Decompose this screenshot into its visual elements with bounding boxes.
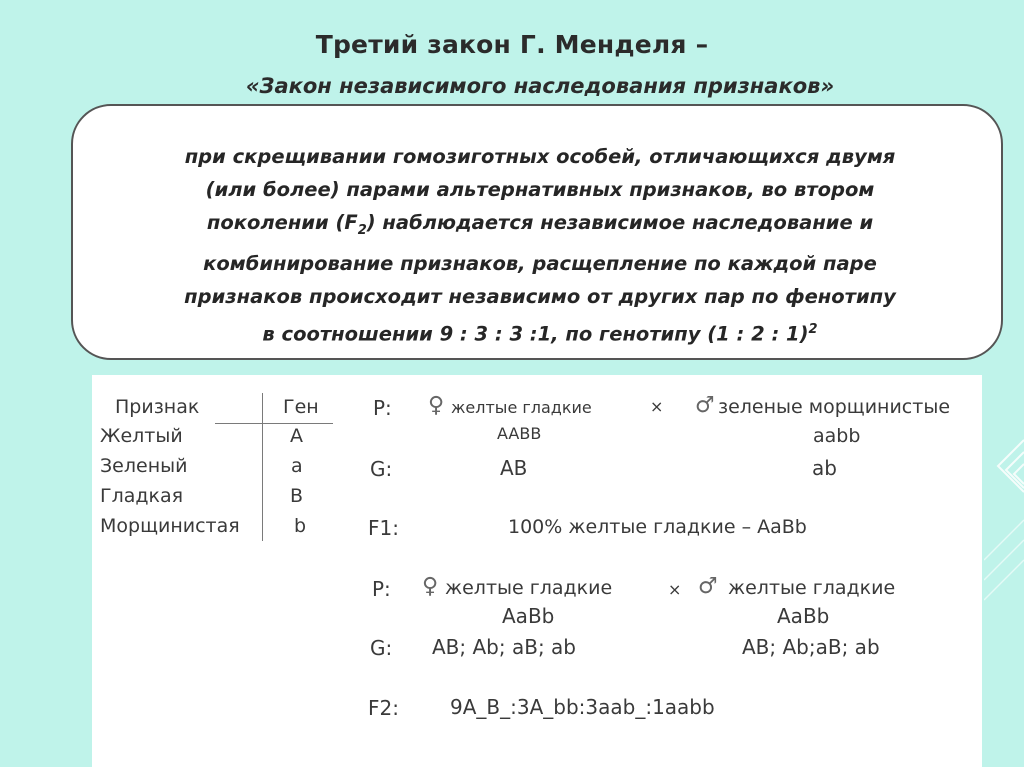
law-line: комбинирование признаков, расщепление по каждой паре	[203, 251, 877, 275]
law-line	[90, 206, 990, 247]
cross2-p-label: P:	[372, 577, 391, 601]
cross2-female-gametes: AB; Ab; aB; ab	[432, 635, 576, 659]
female-symbol-icon: ♀	[422, 574, 439, 599]
law-definition-text	[90, 140, 990, 350]
law-text-part: ) наблюдается независимое наследование и	[366, 211, 874, 234]
cross1-male-gamete: ab	[812, 456, 837, 480]
cross1-g-label: G:	[370, 457, 393, 481]
female-symbol-icon: ♀	[428, 393, 445, 418]
law-text-part: в соотношении 9 : 3 : 3 :1, по генотипу (1 : 2 : 1)	[262, 322, 809, 346]
male-symbol-icon: ♂	[698, 574, 718, 599]
table-gene: A	[290, 425, 303, 447]
cross2-female-phenotype: желтые гладкие	[445, 577, 613, 599]
table-trait: Гладкая	[100, 485, 184, 507]
cross1-f1-result: 100% желтые гладкие – AaBb	[508, 516, 807, 538]
cross1-female-phenotype: желтые гладкие	[451, 398, 592, 417]
table-gene: a	[291, 455, 303, 477]
law-line: признаков происходит независимо от других пар по фенотипу	[184, 284, 896, 308]
table-header-trait: Признак	[115, 396, 200, 418]
cross2-male-gametes: AB; Ab;aB; ab	[742, 635, 880, 659]
cross2-f2-result: 9A_B_:3A_bb:3aab_:1aabb	[450, 695, 715, 719]
cross1-f1-label: F1:	[368, 516, 399, 540]
cross-symbol-icon: ×	[650, 397, 664, 416]
law-line	[90, 313, 990, 351]
law-text-part: поколении (F	[206, 211, 358, 234]
cross1-male-phenotype: зеленые морщинистые	[718, 396, 951, 418]
slide-title: Третий закон Г. Менделя –	[315, 30, 709, 59]
table-gene: B	[290, 485, 304, 507]
cross2-f2-label: F2:	[368, 696, 399, 720]
law-line: (или более) парами альтернативных признаков, во втором	[205, 178, 875, 201]
cross2-male-genotype: AaBb	[777, 604, 830, 628]
table-trait: Зеленый	[100, 455, 188, 477]
cross1-p-label: P:	[373, 396, 392, 420]
table-trait: Морщинистая	[100, 515, 240, 537]
slide-subtitle: «Закон независимого наследования признаков»	[245, 74, 835, 98]
law-line: при скрещивании гомозиготных особей, отличающихся двумя	[184, 145, 896, 168]
law-subscript: 2	[357, 222, 367, 238]
table-trait: Желтый	[100, 425, 183, 447]
cross2-female-genotype: AaBb	[502, 604, 555, 628]
table-gene: b	[294, 515, 307, 537]
cross1-female-genotype: AABB	[497, 424, 542, 443]
table-divider-horizontal	[215, 423, 333, 424]
law-superscript: 2	[808, 321, 818, 337]
cross2-male-phenotype: желтые гладкие	[728, 577, 896, 599]
cross2-g-label: G:	[370, 636, 393, 660]
cross1-male-genotype: aabb	[813, 425, 861, 447]
cross-symbol-icon: ×	[668, 580, 682, 599]
cross1-female-gamete: AB	[500, 456, 528, 480]
male-symbol-icon: ♂	[695, 393, 715, 418]
table-header-gene: Ген	[283, 396, 319, 418]
table-divider-vertical	[262, 393, 263, 541]
